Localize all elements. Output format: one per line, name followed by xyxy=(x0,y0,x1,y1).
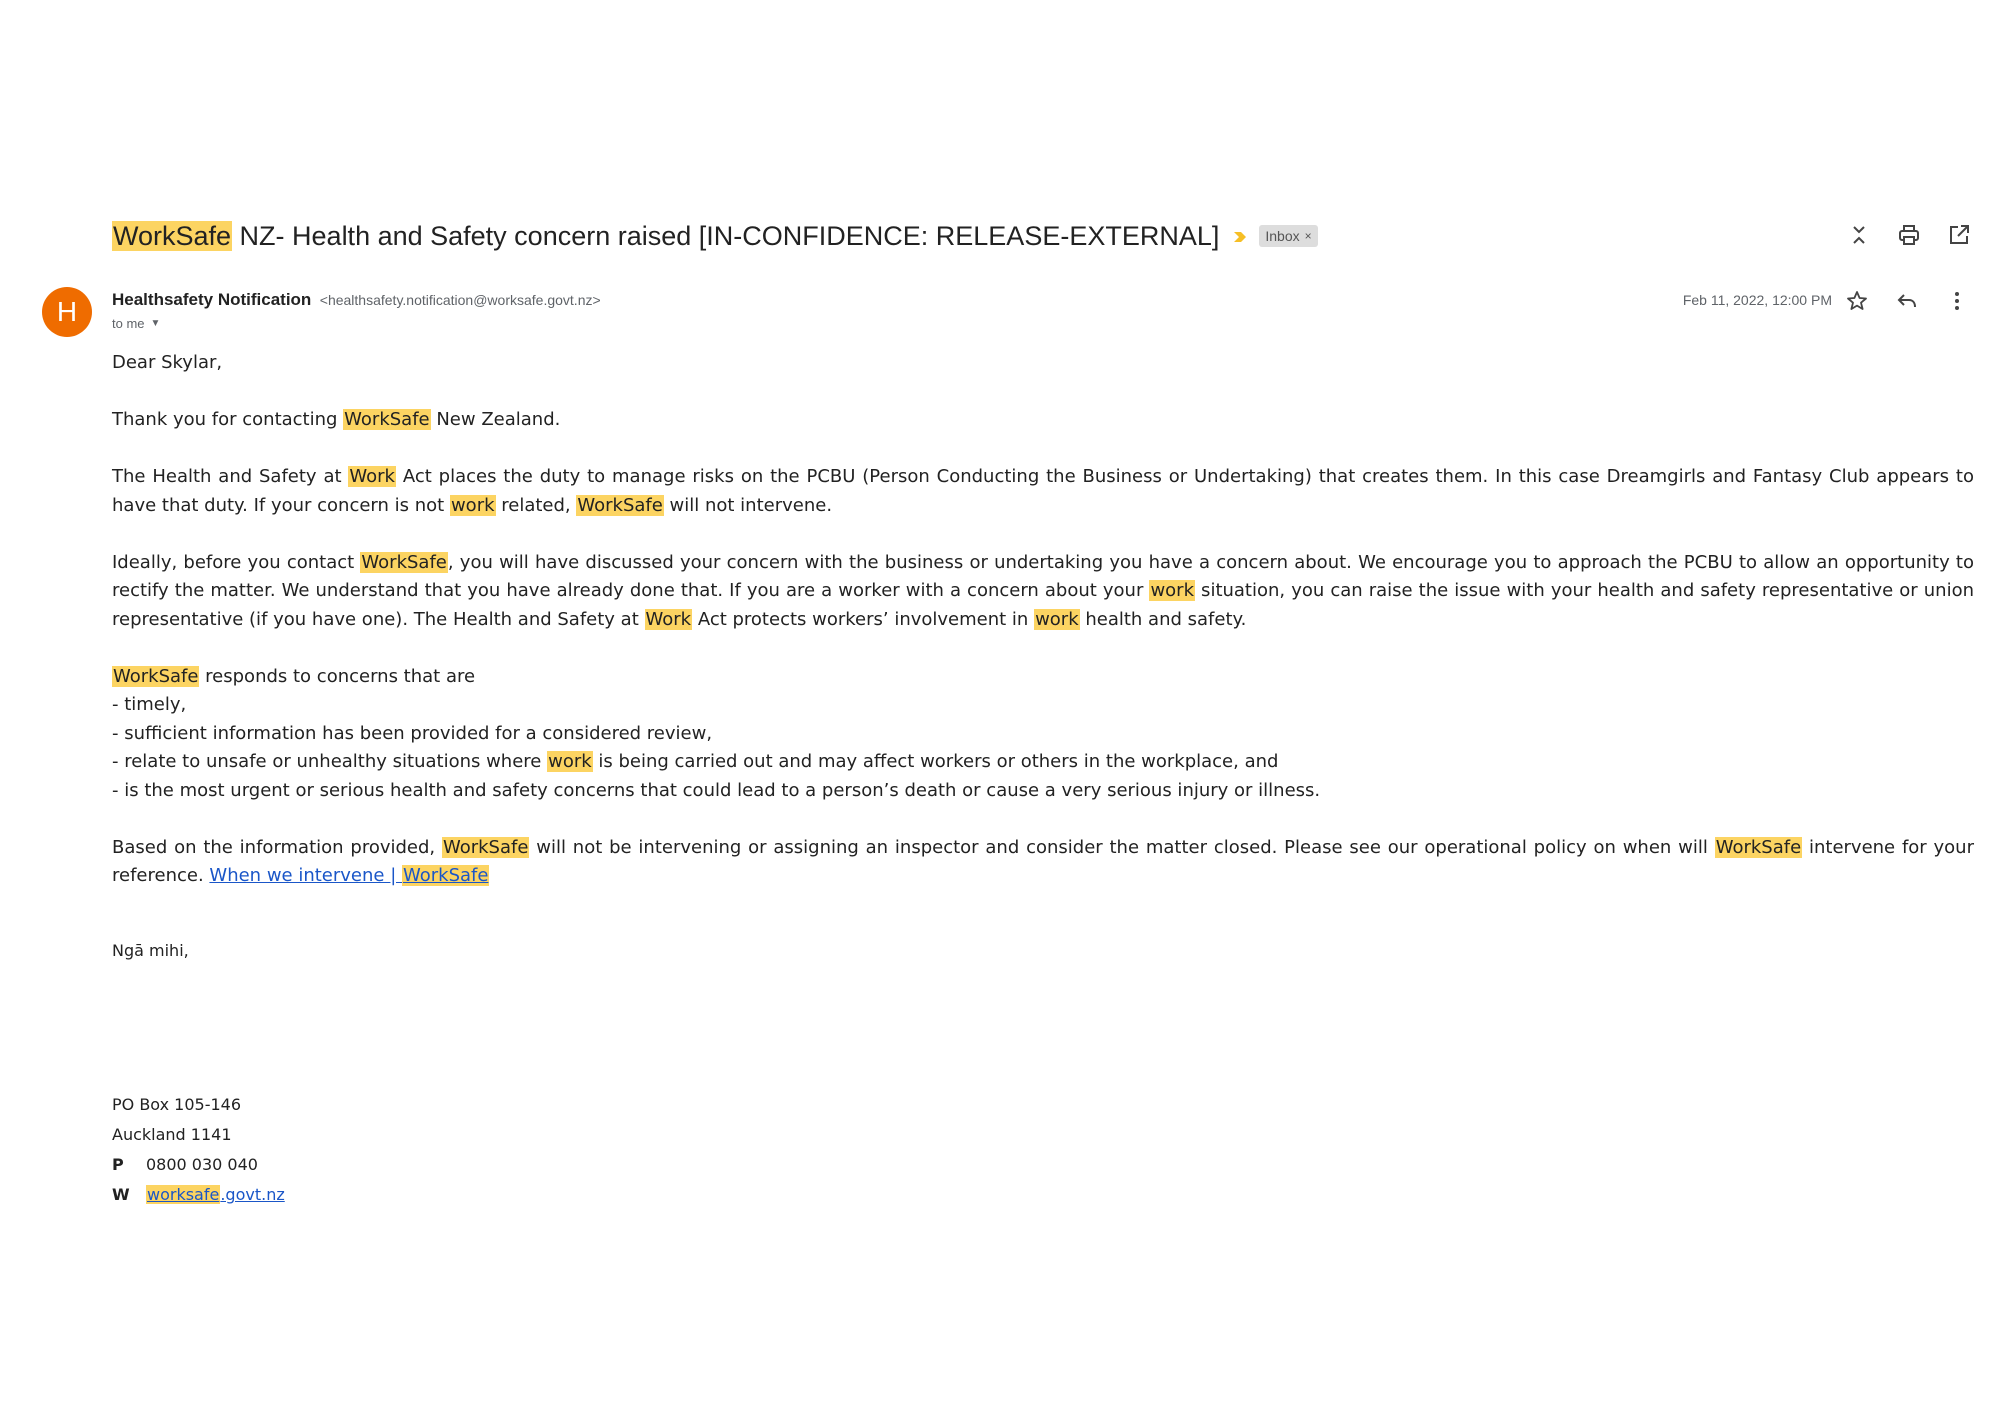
phone-number: 0800 030 040 xyxy=(146,1155,258,1174)
email-subject-row xyxy=(112,216,1972,256)
search-highlight: WorkSafe xyxy=(361,551,447,573)
important-marker-icon[interactable] xyxy=(1233,229,1247,243)
thread-actions xyxy=(1846,222,1972,248)
address-line-2: Auckland 1141 xyxy=(112,1125,232,1144)
print-icon[interactable] xyxy=(1896,222,1922,248)
message-date: Feb 11, 2022, 12:00 PM xyxy=(1682,292,1832,308)
search-highlight: worksafe xyxy=(147,1185,220,1204)
search-highlight: WorkSafe xyxy=(403,865,489,886)
sender-name[interactable]: Healthsafety Notification xyxy=(112,290,312,309)
paragraph-2: The Health and Safety at Work Act places the duty to manage risks on the PCBU (Person Conducting the Business or Undertaking) that creates them. In this case Dreamgirls and Fantasy Club appears to have that duty. If your concern is not work related, WorkSafe will not intervene. xyxy=(112,466,1974,516)
signature-block xyxy=(112,1090,285,1210)
search-highlight: WorkSafe xyxy=(577,494,663,516)
collapse-icon[interactable] xyxy=(1846,222,1872,248)
web-label: W xyxy=(112,1185,130,1204)
paragraph-5: Based on the information provided, WorkSafe will not be intervening or assigning an inspector and consider the matter closed. Please see our operational policy on when will WorkSafe intervene for your reference. When we intervene | WorkSafe xyxy=(112,836,1974,886)
search-highlight: WorkSafe xyxy=(113,220,232,251)
phone-line xyxy=(112,1150,285,1180)
recipients-text: to me xyxy=(112,316,145,331)
list-item: - relate to unsafe or unhealthy situations where work is being carried out and may affect workers or others in the workplace, and xyxy=(112,751,1279,772)
list-item: - is the most urgent or serious health and safety concerns that could lead to a person’s death or cause a very serious injury or illness. xyxy=(112,779,1321,801)
sender-row xyxy=(112,290,601,310)
search-highlight: work xyxy=(450,494,495,516)
paragraph-1: Thank you for contacting WorkSafe New Zealand. xyxy=(112,409,561,430)
remove-label-icon[interactable]: × xyxy=(1304,229,1312,243)
search-highlight: Work xyxy=(645,608,692,630)
search-highlight: work xyxy=(1035,608,1079,630)
search-highlight: WorkSafe xyxy=(344,409,430,430)
when-we-intervene-link[interactable]: When we intervene | WorkSafe xyxy=(209,865,489,886)
recipients-row[interactable] xyxy=(112,316,160,331)
message-actions xyxy=(1844,288,1970,314)
search-highlight: work xyxy=(548,751,592,772)
subject-text: NZ- Health and Safety concern raised [IN-CONFIDENCE: RELEASE-EXTERNAL] xyxy=(232,220,1220,251)
search-highlight: Work xyxy=(349,466,395,487)
email-subject xyxy=(112,221,1219,252)
sender-avatar[interactable]: H xyxy=(42,287,92,337)
list-item: - sufficient information has been provided for a considered review, xyxy=(112,722,713,744)
chevron-down-icon[interactable]: ▼ xyxy=(150,318,161,329)
signoff: Ngā mihi, xyxy=(112,941,189,960)
reply-icon[interactable] xyxy=(1894,288,1920,314)
search-highlight: work xyxy=(1150,580,1194,601)
address-line-1: PO Box 105-146 xyxy=(112,1095,242,1114)
inbox-label-chip xyxy=(1259,225,1317,247)
more-vert-icon[interactable] xyxy=(1944,288,1970,314)
email-body xyxy=(112,349,1974,919)
open-in-new-icon[interactable] xyxy=(1946,222,1972,248)
worksafe-website-link[interactable]: worksafe.govt.nz xyxy=(147,1185,285,1204)
greeting: Dear Skylar, xyxy=(112,352,223,373)
star-icon[interactable] xyxy=(1844,288,1870,314)
paragraph-4: WorkSafe responds to concerns that are xyxy=(113,665,476,687)
inbox-label-text: Inbox xyxy=(1265,228,1300,244)
paragraph-3: Ideally, before you contact WorkSafe, you will have discussed your concern with the business or undertaking you have a concern about. We encourage you to approach the PCBU to allow an opportunity to rectify the matter. We understand that you have already done that. If you are a worker with a concern about your work situation, you can raise the issue with your health and safety representative or union representative (if you have one). The Health and Safety at Work Act protects workers’ involvement in work health and safety. xyxy=(112,551,1974,630)
search-highlight: WorkSafe xyxy=(442,836,529,858)
search-highlight: WorkSafe xyxy=(113,665,199,687)
web-line xyxy=(112,1180,285,1210)
sender-email: <healthsafety.notification@worksafe.govt.nz> xyxy=(319,292,601,308)
search-highlight: WorkSafe xyxy=(1715,836,1802,858)
list-item: - timely, xyxy=(112,694,187,715)
phone-label: P xyxy=(112,1155,124,1174)
